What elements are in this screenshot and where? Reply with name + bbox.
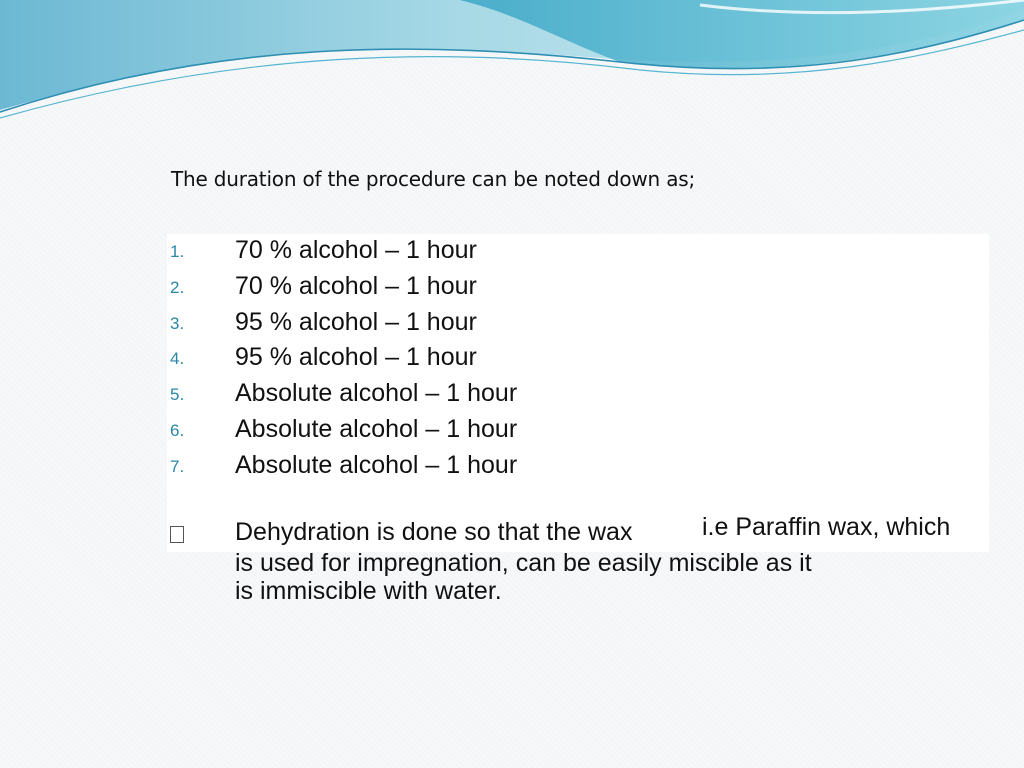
list-item <box>167 415 987 451</box>
list-number: 6. <box>170 421 185 440</box>
note-line: i.e Paraffin wax, which <box>702 513 951 541</box>
list-number: 1. <box>170 242 185 261</box>
list-item <box>167 272 987 308</box>
list-item-text: 70 % alcohol – 1 hour <box>235 236 477 264</box>
list-item <box>167 343 987 379</box>
bullet-icon <box>170 526 184 543</box>
intro-text: The duration of the procedure can be noted down as; <box>171 167 696 191</box>
list-item-text: Absolute alcohol – 1 hour <box>235 379 518 407</box>
list-item-text: Absolute alcohol – 1 hour <box>235 415 518 443</box>
list-item <box>167 236 987 272</box>
note-line: Dehydration is done so that the wax <box>235 518 633 546</box>
list-item-text: 70 % alcohol – 1 hour <box>235 272 477 300</box>
list-item-text: 95 % alcohol – 1 hour <box>235 343 477 371</box>
list-number: 7. <box>170 457 185 476</box>
list-number: 3. <box>170 314 185 333</box>
list-number: 4. <box>170 349 185 368</box>
note-line: is immiscible with water. <box>235 577 502 605</box>
list-item-text: Absolute alcohol – 1 hour <box>235 451 518 479</box>
list-number: 5. <box>170 385 185 404</box>
list-item <box>167 308 987 344</box>
list-item <box>167 451 987 487</box>
list-item <box>167 379 987 415</box>
list-item-text: 95 % alcohol – 1 hour <box>235 308 477 336</box>
steps-panel <box>167 234 989 552</box>
decorative-wave-header <box>0 0 1024 130</box>
note-line: is used for impregnation, can be easily miscible as it <box>235 549 812 577</box>
list-number: 2. <box>170 278 185 297</box>
